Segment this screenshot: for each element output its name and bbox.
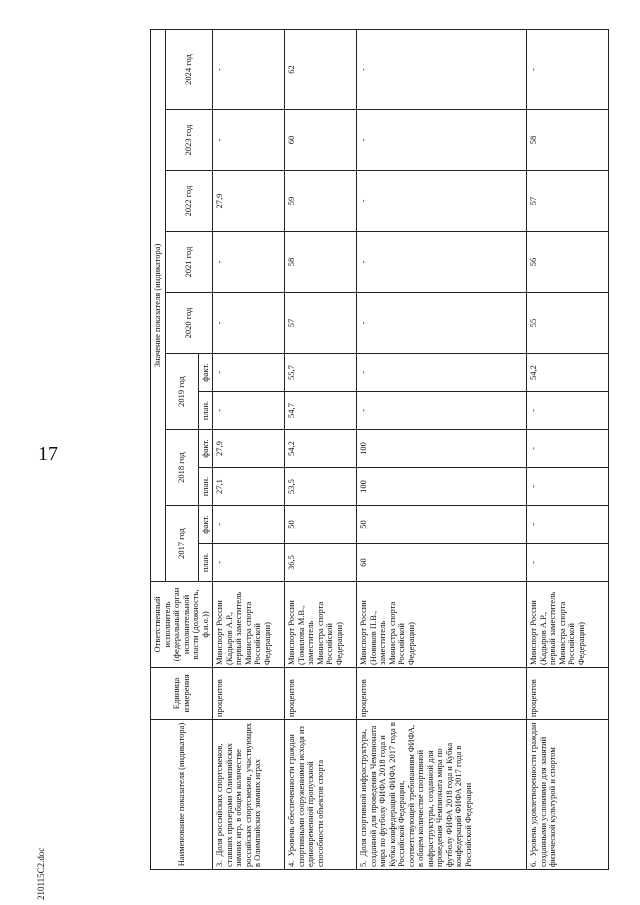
value-cell: 62: [285, 29, 357, 109]
responsible-cell: Минспорт России (Новиков П.В., заместитель Министра спорта Российской Федерации): [357, 582, 527, 668]
value-cell: 27,1: [213, 468, 285, 506]
header-responsible: Ответственный исполнитель (федеральный орган исполнительной власти (должность, ф.и.о.)): [151, 582, 213, 668]
table-body: [213, 29, 609, 869]
value-cell: -: [213, 354, 285, 392]
value-cell: 36,5: [285, 544, 357, 582]
header-2021: 2021 год: [165, 232, 213, 293]
row-number: 3.: [214, 860, 225, 867]
value-cell: -: [213, 293, 285, 354]
value-cell: 58: [285, 232, 357, 293]
indicator-name: Уровень удовлетворенности граждан созданными условиями для занятий физической культурой и спортом: [528, 722, 558, 867]
header-2023: 2023 год: [165, 110, 213, 171]
value-cell: -: [527, 430, 609, 468]
value-cell: -: [527, 468, 609, 506]
table-row: [285, 29, 357, 869]
value-cell: -: [357, 232, 527, 293]
row-number: 5.: [358, 860, 369, 867]
header-fact: факт.: [198, 506, 213, 544]
indicator-name: Доля российских спортсменов, ставших призерами Олимпийских зимних игр, в общем количестве российских спортсменов, участвующих в Олимпийских зимних играх: [214, 722, 263, 867]
value-cell: 55: [527, 293, 609, 354]
value-cell: 57: [285, 293, 357, 354]
value-cell: -: [213, 392, 285, 430]
value-cell: 57: [527, 171, 609, 232]
header-2020: 2020 год: [165, 293, 213, 354]
value-cell: 50: [285, 506, 357, 544]
indicator-name-cell: [357, 720, 527, 870]
header-2017: 2017 год: [165, 506, 198, 582]
page-number: 17: [38, 443, 58, 465]
row-number: 6.: [528, 860, 539, 867]
header-values-group: Значение показателя (индикатора): [151, 29, 166, 581]
value-cell: -: [357, 354, 527, 392]
value-cell: 100: [357, 468, 527, 506]
value-cell: 100: [357, 430, 527, 468]
unit-cell: процентов: [285, 668, 357, 720]
unit-cell: процентов: [357, 668, 527, 720]
value-cell: -: [357, 171, 527, 232]
value-cell: -: [213, 232, 285, 293]
row-number: 4.: [286, 860, 297, 867]
value-cell: 53,5: [285, 468, 357, 506]
value-cell: 60: [285, 110, 357, 171]
header-plan: план.: [198, 392, 213, 430]
header-name: Наименование показателя (индикатора): [151, 720, 213, 870]
document-filename: 210115C2.doc: [36, 847, 46, 900]
value-cell: 27,9: [213, 430, 285, 468]
value-cell: -: [213, 544, 285, 582]
responsible-cell: Минспорт России (Кадыров А.Р., первый заместитель Министра спорта Российской Федерации): [527, 582, 609, 668]
header-fact: факт.: [198, 354, 213, 392]
value-cell: 50: [357, 506, 527, 544]
indicator-name-cell: [213, 720, 285, 870]
value-cell: -: [213, 506, 285, 544]
value-cell: 54,2: [285, 430, 357, 468]
indicator-name-cell: [527, 720, 609, 870]
indicator-name: Доля спортивной инфраструктуры, созданной для проведения Чемпионата мира по футболу ФИФА 2018 года и Кубка конфедераций ФИФА 2017 года в Российской Федерации, соответствующей требованиям ФИФА, в общем количестве спортивной инфраструктуры, созданной для проведения Чемпионата мира по футболу ФИФА 2018 года и Кубка конфедераций ФИФА 2017 года в Российской Федерации: [358, 722, 473, 867]
header-2018: 2018 год: [165, 430, 198, 506]
value-cell: -: [357, 110, 527, 171]
indicator-table-rotated: [150, 30, 630, 870]
table-row: [357, 29, 527, 869]
value-cell: 58: [527, 110, 609, 171]
value-cell: -: [527, 392, 609, 430]
unit-cell: процентов: [213, 668, 285, 720]
value-cell: -: [357, 29, 527, 109]
value-cell: 56: [527, 232, 609, 293]
header-2019: 2019 год: [165, 354, 198, 430]
value-cell: 54,7: [285, 392, 357, 430]
value-cell: -: [213, 110, 285, 171]
header-plan: план.: [198, 544, 213, 582]
header-2022: 2022 год: [165, 171, 213, 232]
unit-cell: процентов: [527, 668, 609, 720]
value-cell: 27,9: [213, 171, 285, 232]
header-plan: план.: [198, 468, 213, 506]
value-cell: -: [357, 293, 527, 354]
responsible-cell: Минспорт России (Кадыров А.Р., первый заместитель Министра спорта Российской Федерации): [213, 582, 285, 668]
responsible-cell: Минспорт России (Томилова М.В., заместитель Министра спорта Российской Федерации): [285, 582, 357, 668]
value-cell: 60: [357, 544, 527, 582]
value-cell: -: [527, 544, 609, 582]
value-cell: -: [213, 29, 285, 109]
value-cell: -: [357, 392, 527, 430]
header-2024: 2024 год: [165, 29, 213, 109]
indicator-name-cell: [285, 720, 357, 870]
value-cell: 59: [285, 171, 357, 232]
value-cell: 55,7: [285, 354, 357, 392]
indicator-table: [150, 29, 609, 870]
table-row: [527, 29, 609, 869]
value-cell: -: [527, 506, 609, 544]
value-cell: -: [527, 29, 609, 109]
value-cell: 54,2: [527, 354, 609, 392]
header-unit: Единица измерения: [151, 668, 213, 720]
header-fact: факт.: [198, 430, 213, 468]
indicator-name: Уровень обеспеченности граждан спортивными сооружениями исходя из единовременной пропускной способности объектов спорта: [286, 726, 325, 867]
table-row: [213, 29, 285, 869]
